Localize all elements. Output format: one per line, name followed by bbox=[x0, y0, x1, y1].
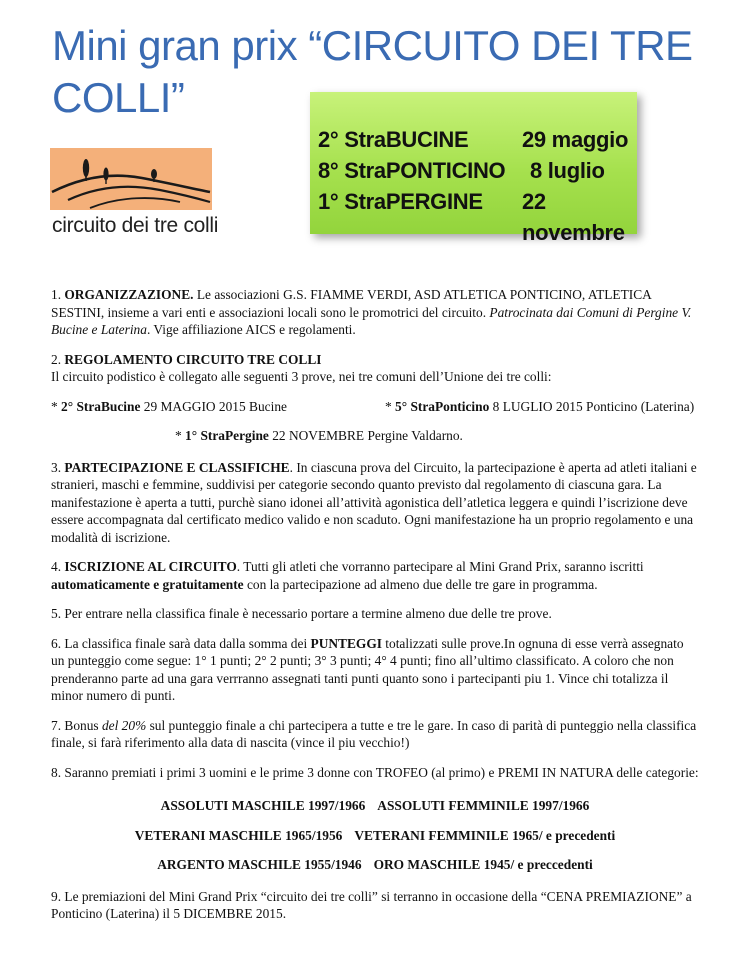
section-text-tail: . Vige affiliazione AICS e regolamenti. bbox=[146, 322, 356, 337]
page-title: Mini gran prix “CIRCUITO DEI TRE COLLI” bbox=[52, 22, 693, 121]
race-list-row bbox=[51, 427, 699, 445]
section-number: 2. bbox=[51, 351, 65, 367]
logo-text: circuito dei tre colli bbox=[52, 214, 219, 237]
section-bold: PUNTEGGI bbox=[310, 635, 382, 651]
section-punteggi bbox=[51, 635, 699, 705]
section-number: 1. bbox=[51, 287, 65, 302]
race-row bbox=[310, 124, 637, 155]
category-row bbox=[51, 856, 699, 874]
race-bullet: * bbox=[385, 398, 396, 414]
section-text: 9. Le premiazioni del Mini Grand Prix “circuito dei tre colli” si terranno in occasione della “CENA PREMIAZIONE” a Ponticino (Laterina) il 5 DICEMBRE 2015. bbox=[51, 888, 692, 921]
section-organizzazione bbox=[51, 286, 699, 339]
race-name: 5° StraPonticino bbox=[395, 398, 490, 414]
section-text: Le associazioni G.S. FIAMME VERDI, ASD ATLETICA PONTICINO, ATLETICA SESTINI, insieme a vari enti e associazioni locali sono le promotrici del circuito. bbox=[51, 287, 652, 320]
race-row bbox=[310, 155, 637, 186]
section-italic: del 20% bbox=[101, 717, 147, 733]
race-detail: 8 LUGLIO 2015 Ponticino (Laterina) bbox=[489, 398, 695, 414]
race-bullet: * bbox=[175, 428, 186, 443]
section-number: 3. bbox=[51, 459, 65, 475]
section-text: . Tutti gli atleti che vorranno partecipare al Mini Grand Prix, saranno iscritti bbox=[236, 559, 644, 574]
section-premiazioni bbox=[51, 888, 699, 923]
section-text: totalizzati sulle prove.In ognuna di esse verrà assegnato un punteggio come segue: 1° 1 punti; 2° 2 punti; 3° 3 punti; 4° 4 punti; fino all’ultimo classificato. A coloro che non prenderanno parte ad una gara verrranno assegnati tanti punti quanto sono i partecipanti piu 1. Vince chi totalizza il minor numero di punti. bbox=[51, 635, 684, 703]
section-text-pre: 7. Bonus bbox=[51, 717, 102, 733]
section-number: 4. bbox=[51, 559, 65, 574]
section-heading: REGOLAMENTO CIRCUITO TRE COLLI bbox=[64, 351, 322, 367]
section-text: sul punteggio finale a chi partecipera a tutte e tre le gare. In caso di parità di punteggio nella classifica finale, si farà riferimento alla data di nascita (vince il piu vecchio!) bbox=[51, 717, 697, 750]
category-label: VETERANI MASCHILE 1965/1956 bbox=[134, 827, 343, 843]
section-text: 5. Per entrare nella classifica finale è necessario portare a termine almeno due delle tre prove. bbox=[51, 606, 552, 621]
hills-logo-icon bbox=[50, 148, 212, 210]
race-date: 8 luglio bbox=[530, 158, 605, 183]
section-iscrizione bbox=[51, 558, 699, 593]
race-date: 29 maggio bbox=[522, 127, 629, 152]
race-row bbox=[310, 186, 637, 245]
section-bold: automaticamente e gratuitamente bbox=[51, 576, 244, 592]
category-label: ASSOLUTI FEMMINILE 1997/1966 bbox=[377, 798, 590, 813]
section-heading: ISCRIZIONE AL CIRCUITO bbox=[64, 559, 237, 574]
section-regolamento bbox=[51, 351, 699, 386]
category-label: ASSOLUTI MASCHILE 1997/1966 bbox=[160, 798, 366, 813]
section-text: Il circuito podistico è collegato alle seguenti 3 prove, nei tre comuni dell’Unione dei tre colli: bbox=[51, 369, 552, 384]
category-label: VETERANI FEMMINILE 1965/ e precedenti bbox=[354, 827, 616, 843]
category-row bbox=[51, 797, 699, 815]
section-heading: ORGANIZZAZIONE. bbox=[64, 287, 194, 302]
section-text: 8. Saranno premiati i primi 3 uomini e le prime 3 donne con TROFEO (al primo) e PREMI IN NATURA delle categorie: bbox=[51, 764, 699, 780]
race-name: 8° StraPONTICINO bbox=[318, 158, 506, 183]
section-text-tail: con la partecipazione ad almeno due delle tre gare in programma. bbox=[243, 576, 598, 592]
section-premi bbox=[51, 764, 699, 782]
section-italic: Patrocinata dai Comuni di Pergine V. Bucine e Laterina bbox=[51, 304, 692, 337]
logo bbox=[50, 148, 212, 210]
race-item bbox=[51, 398, 287, 416]
race-name: 2° StraBUCINE bbox=[318, 127, 469, 152]
race-detail: 22 NOVEMBRE Pergine Valdarno. bbox=[268, 428, 463, 443]
race-schedule-box bbox=[310, 92, 637, 245]
race-name: 2° StraBucine bbox=[61, 398, 141, 414]
race-name: 1° StraPergine bbox=[185, 428, 269, 443]
section-text-pre: 6. La classifica finale sarà data dalla somma dei bbox=[51, 635, 311, 651]
category-label: ORO MASCHILE 1945/ e preccedenti bbox=[373, 857, 593, 872]
regulation-content bbox=[51, 286, 699, 935]
race-date: 22 novembre bbox=[522, 189, 625, 245]
section-heading: PARTECIPAZIONE E CLASSIFICHE bbox=[64, 459, 290, 475]
race-item bbox=[175, 427, 463, 445]
race-detail: 29 MAGGIO 2015 Bucine bbox=[140, 398, 287, 414]
section-classifica-requisito bbox=[51, 605, 699, 623]
race-bullet: * bbox=[51, 398, 62, 414]
category-row bbox=[51, 827, 699, 845]
race-item bbox=[385, 398, 694, 416]
race-list-row bbox=[51, 398, 699, 416]
section-bonus bbox=[51, 717, 699, 752]
section-text: . In ciascuna prova del Circuito, la partecipazione è aperta ad atleti italiani e stranieri, maschi e femmine, suddivisi per categorie secondo quanto previsto dal regolamento di ciascuna gara. La manifestazione è aperta a tutti, purchè siano idonei all’attività agonistica dell’atletica leggera e quindi l’iscrizione deve essere accompagnata dal certificato medico valido e non scaduto. Ogni manifestazione ha un proprio regolamento e una modalità di iscrizione. bbox=[51, 459, 697, 545]
category-label: ARGENTO MASCHILE 1955/1946 bbox=[157, 857, 362, 872]
section-partecipazione bbox=[51, 459, 699, 547]
race-name: 1° StraPERGINE bbox=[318, 189, 483, 214]
